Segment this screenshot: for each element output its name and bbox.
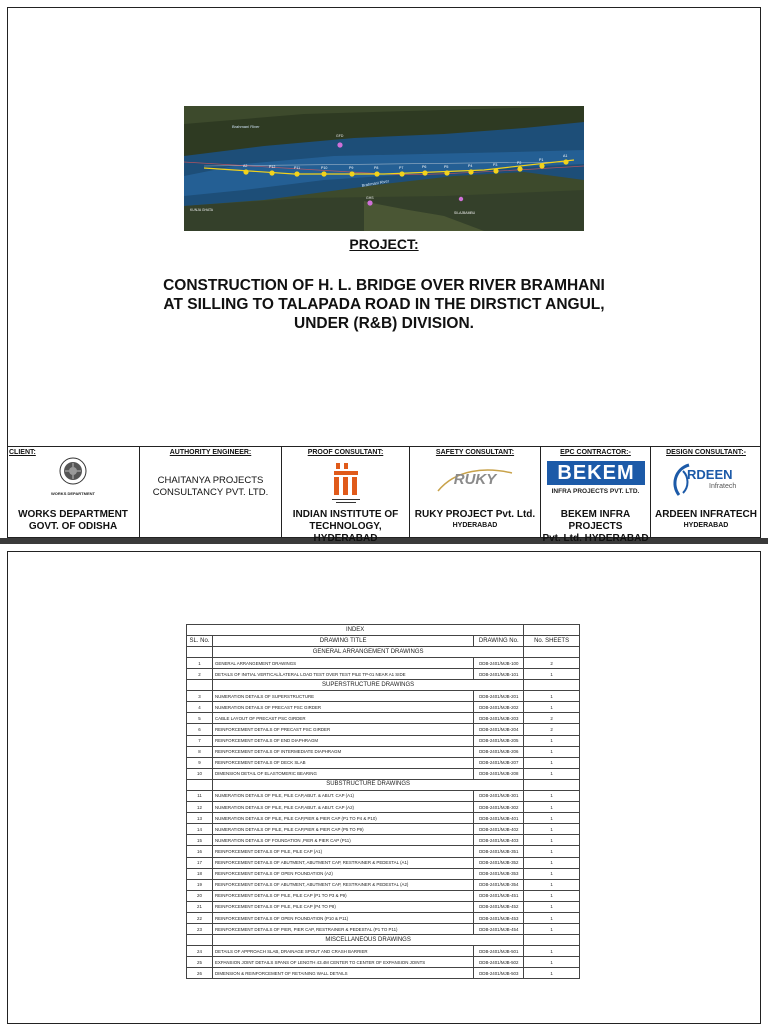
row-drawing-no: DDB-2401/MJB-352 — [474, 857, 524, 868]
project-title-line: UNDER (R&B) DIVISION. — [294, 315, 474, 332]
row-drawing-no: DDB-2401/MJB-203 — [474, 713, 524, 724]
section-row — [187, 935, 580, 946]
row-sl-no: 12 — [187, 802, 213, 813]
row-sheets: 1 — [524, 957, 580, 968]
pier-marker-label: P7 — [399, 166, 404, 170]
column-header: DRAWING TITLE — [212, 636, 473, 647]
place-label: SILAJBAMBU — [454, 211, 476, 215]
row-sl-no: 18 — [187, 868, 213, 879]
row-drawing-no: DDB-2401/MJB-205 — [474, 735, 524, 746]
section-blank — [524, 935, 580, 946]
row-drawing-title: NUMERATION DETAILS OF PILE, PILE CAP,ABUT. & ABUT. CAP (A2) — [212, 802, 473, 813]
table-row — [187, 835, 580, 846]
pier-marker-label: P1 — [539, 158, 544, 162]
table-row — [187, 691, 580, 702]
row-sl-no: 16 — [187, 846, 213, 857]
pier-marker-icon — [517, 166, 522, 171]
pier-marker-label: P5 — [444, 165, 449, 169]
table-row — [187, 857, 580, 868]
pier-marker-label: P4 — [468, 164, 473, 168]
client-heading: CLIENT: — [9, 449, 36, 456]
table-row — [187, 924, 580, 935]
table-row — [187, 868, 580, 879]
row-sl-no: 24 — [187, 946, 213, 957]
row-drawing-no: DDB-2401/MJB-453 — [474, 912, 524, 923]
client-name-line: WORKS DEPARTMENT — [18, 509, 128, 520]
poi-pin-icon — [367, 200, 372, 205]
pier-marker-icon — [374, 171, 379, 176]
row-sl-no: 9 — [187, 757, 213, 768]
table-row — [187, 757, 580, 768]
row-sheets: 1 — [524, 702, 580, 713]
table-row — [187, 746, 580, 757]
row-drawing-title: NUMERATION DETAILS OF PILE, PILE CAP,PIER & PIER CAP (P1 TO P4 & P10) — [212, 813, 473, 824]
row-sheets: 1 — [524, 824, 580, 835]
row-drawing-title: REINFORCEMENT DETAILS OF PILE, PILE CAP (P4 TO P8) — [212, 901, 473, 912]
pier-marker-label: A1 — [563, 154, 568, 158]
row-drawing-no: DDB-2401/MJB-353 — [474, 868, 524, 879]
epc-contractor-name-line: Pvt. Ltd. HYDERABAD — [542, 533, 649, 544]
design-consultant-name: ARDEEN INFRATECH — [654, 509, 758, 520]
section-blank — [187, 680, 213, 691]
proof-consultant-name — [282, 509, 409, 545]
pier-marker-icon — [493, 168, 498, 173]
row-drawing-title: DETAILS OF INITIAL VERTICAL/LATERAL LOAD TEST OVER TEST PILE TP-01 NEAR A1 SIDE — [212, 669, 473, 680]
epc-contractor-name-line: BEKEM INFRA PROJECTS — [560, 509, 631, 532]
iit-hyderabad-logo — [330, 461, 362, 505]
credits-strip — [7, 446, 761, 544]
row-sl-no: 11 — [187, 790, 213, 801]
client-logo-caption: WORKS DEPARTMENT — [51, 491, 95, 496]
row-sheets: 2 — [524, 724, 580, 735]
table-row — [187, 768, 580, 779]
safety-consultant-heading: SAFETY CONSULTANT: — [435, 449, 515, 456]
row-drawing-title: GENERAL ARRANGEMENT DRAWINGS — [212, 658, 473, 669]
row-drawing-title: REINFORCEMENT DETAILS OF PIER, PIER CAP, RESTRAINER & PEDESTAL (P1 TO P11) — [212, 924, 473, 935]
authority-engineer-heading: AUTHORITY ENGINEER: — [169, 449, 252, 456]
row-drawing-title: NUMERATION DETAILS OF PRECAST PSC GIRDER — [212, 702, 473, 713]
pier-marker-label: P11 — [294, 166, 301, 170]
row-sl-no: 17 — [187, 857, 213, 868]
row-sl-no: 20 — [187, 890, 213, 901]
table-row — [187, 790, 580, 801]
row-drawing-title: REINFORCEMENT DETAILS OF OPEN FOUNDATION (A2) — [212, 868, 473, 879]
project-title-line: AT SILLING TO TALAPADA ROAD IN THE DIRSTICT ANGUL, — [163, 296, 605, 313]
poi-pin-icon — [459, 197, 463, 201]
epc-contractor-name — [541, 509, 650, 545]
table-row — [187, 968, 580, 979]
table-row — [187, 702, 580, 713]
safety-consultant-name: RUKY PROJECT Pvt. Ltd. — [414, 509, 536, 520]
table-row — [187, 724, 580, 735]
row-drawing-title: DIMENSION & REINFORCEMENT OF RETAINING WALL DETAILS — [212, 968, 473, 979]
table-row — [187, 658, 580, 669]
row-sl-no: 25 — [187, 957, 213, 968]
table-row — [187, 713, 580, 724]
row-drawing-no: DDB-2401/MJB-454 — [474, 924, 524, 935]
table-row — [187, 912, 580, 923]
row-drawing-title: REINFORCEMENT DETAILS OF OPEN FOUNDATION (P10 & P11) — [212, 912, 473, 923]
column-header: DRAWING No. — [474, 636, 524, 647]
pier-marker-icon — [321, 171, 326, 176]
row-sheets: 1 — [524, 946, 580, 957]
row-drawing-title: DIMENSION DETAIL OF ELASTOMERIC BEARING — [212, 768, 473, 779]
proof-consultant-name-line: TECHNOLOGY, HYDERABAD — [309, 521, 382, 544]
row-drawing-title: NUMERATION DETAILS OF PILE, PILE CAP,ABUT. & ABUT. CAP (A1) — [212, 790, 473, 801]
table-row — [187, 735, 580, 746]
row-drawing-no: DDB-2401/MJB-206 — [474, 746, 524, 757]
row-drawing-title: REINFORCEMENT DETAILS OF ABUTMENT, ABUTMENT CAP, RESTRAINER & PEDESTAL (A1) — [212, 857, 473, 868]
section-blank — [524, 779, 580, 790]
client-name-line: GOVT. OF ODISHA — [28, 521, 118, 532]
table-row — [187, 901, 580, 912]
row-sl-no: 4 — [187, 702, 213, 713]
row-sheets: 1 — [524, 901, 580, 912]
section-blank — [524, 647, 580, 658]
row-sheets: 1 — [524, 868, 580, 879]
row-drawing-title: REINFORCEMENT DETAILS OF END DIAPHRAGM — [212, 735, 473, 746]
row-drawing-no: DDB-2401/MJB-301 — [474, 790, 524, 801]
row-sl-no: 3 — [187, 691, 213, 702]
row-sheets: 1 — [524, 879, 580, 890]
row-sheets: 1 — [524, 790, 580, 801]
design-consultant-city: HYDERABAD — [683, 522, 729, 529]
row-sl-no: 6 — [187, 724, 213, 735]
row-sheets: 1 — [524, 968, 580, 979]
pier-marker-label: P10 — [321, 166, 328, 170]
section-row — [187, 680, 580, 691]
row-sl-no: 23 — [187, 924, 213, 935]
row-sl-no: 19 — [187, 879, 213, 890]
project-label: PROJECT: — [349, 236, 419, 252]
row-drawing-title: NUMERATION DETAILS OF SUPERSTRUCTURE — [212, 691, 473, 702]
row-drawing-no: DDB-2401/MJB-201 — [474, 691, 524, 702]
project-title-line: CONSTRUCTION OF H. L. BRIDGE OVER RIVER BRAMHANI — [163, 277, 605, 294]
section-row — [187, 647, 580, 658]
pier-marker-icon — [294, 171, 299, 176]
table-row — [187, 669, 580, 680]
authority-engineer-cell — [140, 447, 282, 537]
row-drawing-title: REINFORCEMENT DETAILS OF PILE, PILE CAP (A1) — [212, 846, 473, 857]
row-sl-no: 13 — [187, 813, 213, 824]
drawing-index-table — [186, 624, 580, 979]
row-sl-no: 22 — [187, 912, 213, 923]
row-drawing-no: DDB-2401/MJB-452 — [474, 901, 524, 912]
row-sheets: 1 — [524, 835, 580, 846]
index-title: INDEX — [187, 625, 524, 636]
row-sheets: 1 — [524, 813, 580, 824]
row-drawing-title: EXPANSION JOINT DETAILS SPANS OF LENGTH 43.4M CENTER TO CENTER OF EXPANSION JOINTS — [212, 957, 473, 968]
row-sheets: 1 — [524, 924, 580, 935]
safety-consultant-cell — [410, 447, 541, 537]
bekem-logo-sub: INFRA PROJECTS PVT. LTD. — [551, 488, 640, 495]
bekem-logo: BEKEM — [547, 461, 645, 485]
river-label: Brahmani River — [361, 178, 390, 188]
section-title: GENERAL ARRANGEMENT DRAWINGS — [212, 647, 523, 658]
design-consultant-cell — [651, 447, 761, 537]
row-sl-no: 7 — [187, 735, 213, 746]
row-drawing-no: DDB-2401/MJB-101 — [474, 669, 524, 680]
design-consultant-heading: DESIGN CONSULTANT:- — [666, 449, 746, 456]
row-sheets: 1 — [524, 768, 580, 779]
poi-label: GFD — [336, 134, 344, 138]
satellite-image — [184, 106, 584, 231]
table-row — [187, 879, 580, 890]
pier-marker-icon — [468, 169, 473, 174]
poi-label: GHS — [366, 196, 374, 200]
row-sl-no: 8 — [187, 746, 213, 757]
row-drawing-no: DDB-2401/MJB-501 — [474, 946, 524, 957]
row-drawing-title: NUMERATION DETAILS OF PILE, PILE CAP,PIER & PIER CAP (P5 TO P9) — [212, 824, 473, 835]
row-sl-no: 2 — [187, 669, 213, 680]
row-drawing-title: CABLE LAYOUT OF PRECAST PSC GIRDER — [212, 713, 473, 724]
table-row — [187, 846, 580, 857]
pier-marker-icon — [269, 170, 274, 175]
row-drawing-no: DDB-2401/MJB-202 — [474, 702, 524, 713]
poi-pin-icon — [337, 142, 342, 147]
row-drawing-title: REINFORCEMENT DETAILS OF ABUTMENT, ABUTMENT CAP, RESTRAINER & PEDESTAL (A2) — [212, 879, 473, 890]
row-drawing-no: DDB-2401/MJB-204 — [474, 724, 524, 735]
proof-consultant-heading: PROOF CONSULTANT: — [307, 449, 384, 456]
section-blank — [524, 680, 580, 691]
row-drawing-no: DDB-2401/MJB-100 — [474, 658, 524, 669]
authority-engineer-name-line: CONSULTANCY PVT. LTD. — [152, 487, 269, 498]
row-sheets: 2 — [524, 713, 580, 724]
row-sl-no: 21 — [187, 901, 213, 912]
odisha-emblem-icon — [55, 455, 91, 491]
table-row — [187, 957, 580, 968]
row-sheets: 1 — [524, 691, 580, 702]
table-row — [187, 813, 580, 824]
site-map — [184, 106, 584, 231]
column-header: SL. No. — [187, 636, 213, 647]
pier-marker-label: P8 — [374, 166, 379, 170]
project-title — [120, 276, 648, 333]
table-row — [187, 946, 580, 957]
pier-marker-icon — [399, 171, 404, 176]
index-page — [0, 544, 768, 1024]
river-label: Brahmani River — [232, 124, 260, 129]
epc-contractor-cell — [541, 447, 651, 544]
pier-marker-label: P2 — [517, 161, 522, 165]
epc-contractor-heading: EPC CONTRACTOR:- — [560, 449, 631, 456]
index-title-blank — [524, 625, 580, 636]
row-sheets: 1 — [524, 846, 580, 857]
row-sl-no: 14 — [187, 824, 213, 835]
row-drawing-title: REINFORCEMENT DETAILS OF PRECAST PSC GIRDER — [212, 724, 473, 735]
table-row — [187, 802, 580, 813]
authority-engineer-name — [140, 475, 281, 499]
row-drawing-title: REINFORCEMENT DETAILS OF DECK SLAB — [212, 757, 473, 768]
proof-consultant-cell — [282, 447, 410, 544]
row-sheets: 1 — [524, 735, 580, 746]
pier-marker-icon — [422, 170, 427, 175]
ardeen-logo: RDEEN Infratech — [669, 461, 747, 503]
section-title: SUPERSTRUCTURE DRAWINGS — [212, 680, 523, 691]
pier-marker-icon — [349, 171, 354, 176]
pier-marker-icon — [444, 170, 449, 175]
row-drawing-no: DDB-2401/MJB-401 — [474, 813, 524, 824]
row-sheets: 1 — [524, 857, 580, 868]
row-drawing-no: DDB-2401/MJB-351 — [474, 846, 524, 857]
column-header: No. SHEETS — [524, 636, 580, 647]
row-sheets: 1 — [524, 746, 580, 757]
row-sheets: 1 — [524, 669, 580, 680]
table-row — [187, 824, 580, 835]
row-sl-no: 1 — [187, 658, 213, 669]
row-sl-no: 10 — [187, 768, 213, 779]
client-name — [7, 509, 139, 533]
section-title: SUBSTRUCTURE DRAWINGS — [212, 779, 523, 790]
row-drawing-no: DDB-2401/MJB-403 — [474, 835, 524, 846]
pier-marker-icon — [563, 159, 568, 164]
row-drawing-no: DDB-2401/MJB-354 — [474, 879, 524, 890]
authority-engineer-name-line: CHAITANYA PROJECTS — [157, 475, 264, 486]
row-sheets: 1 — [524, 757, 580, 768]
row-sheets: 2 — [524, 658, 580, 669]
pier-marker-label: P12 — [269, 165, 276, 169]
row-sl-no: 26 — [187, 968, 213, 979]
section-title: MISCELLANEOUS DRAWINGS — [212, 935, 523, 946]
proof-consultant-name-line: INDIAN INSTITUTE OF — [292, 509, 399, 520]
pier-marker-label: A2 — [243, 164, 248, 168]
pier-marker-label: P9 — [349, 166, 354, 170]
index-header-row — [187, 636, 580, 647]
index-title-row — [187, 625, 580, 636]
safety-consultant-city: HYDERABAD — [452, 522, 498, 529]
section-blank — [187, 935, 213, 946]
client-cell — [7, 447, 140, 537]
pier-marker-label: P6 — [422, 165, 427, 169]
row-sheets: 1 — [524, 802, 580, 813]
row-sl-no: 5 — [187, 713, 213, 724]
section-blank — [187, 779, 213, 790]
row-drawing-title: REINFORCEMENT DETAILS OF INTERMEDIATE DIAPHRAGM — [212, 746, 473, 757]
row-drawing-no: DDB-2401/MJB-302 — [474, 802, 524, 813]
row-sl-no: 15 — [187, 835, 213, 846]
table-row — [187, 890, 580, 901]
row-drawing-no: DDB-2401/MJB-503 — [474, 968, 524, 979]
pier-marker-label: P3 — [493, 163, 498, 167]
row-drawing-title: REINFORCEMENT DETAILS OF PILE, PILE CAP (P1 TO P3 & P9) — [212, 890, 473, 901]
ruky-logo: RUKY — [436, 465, 514, 495]
section-blank — [187, 647, 213, 658]
row-drawing-no: DDB-2401/MJB-208 — [474, 768, 524, 779]
row-drawing-no: DDB-2401/MJB-451 — [474, 890, 524, 901]
section-row — [187, 779, 580, 790]
row-sheets: 1 — [524, 890, 580, 901]
pier-marker-icon — [539, 163, 544, 168]
row-sheets: 1 — [524, 912, 580, 923]
pier-marker-icon — [243, 169, 248, 174]
row-drawing-title: NUMERATION DETAILS OF FOUNDATION ,PIER & PIER CAP (P11) — [212, 835, 473, 846]
row-drawing-title: DETAILS OF APPROACH SLAB, DRAINAGE SPOUT AND CRASH BARRIER — [212, 946, 473, 957]
place-label: KUNJA GHATA — [190, 208, 214, 212]
row-drawing-no: DDB-2401/MJB-402 — [474, 824, 524, 835]
row-drawing-no: DDB-2401/MJB-502 — [474, 957, 524, 968]
row-drawing-no: DDB-2401/MJB-207 — [474, 757, 524, 768]
